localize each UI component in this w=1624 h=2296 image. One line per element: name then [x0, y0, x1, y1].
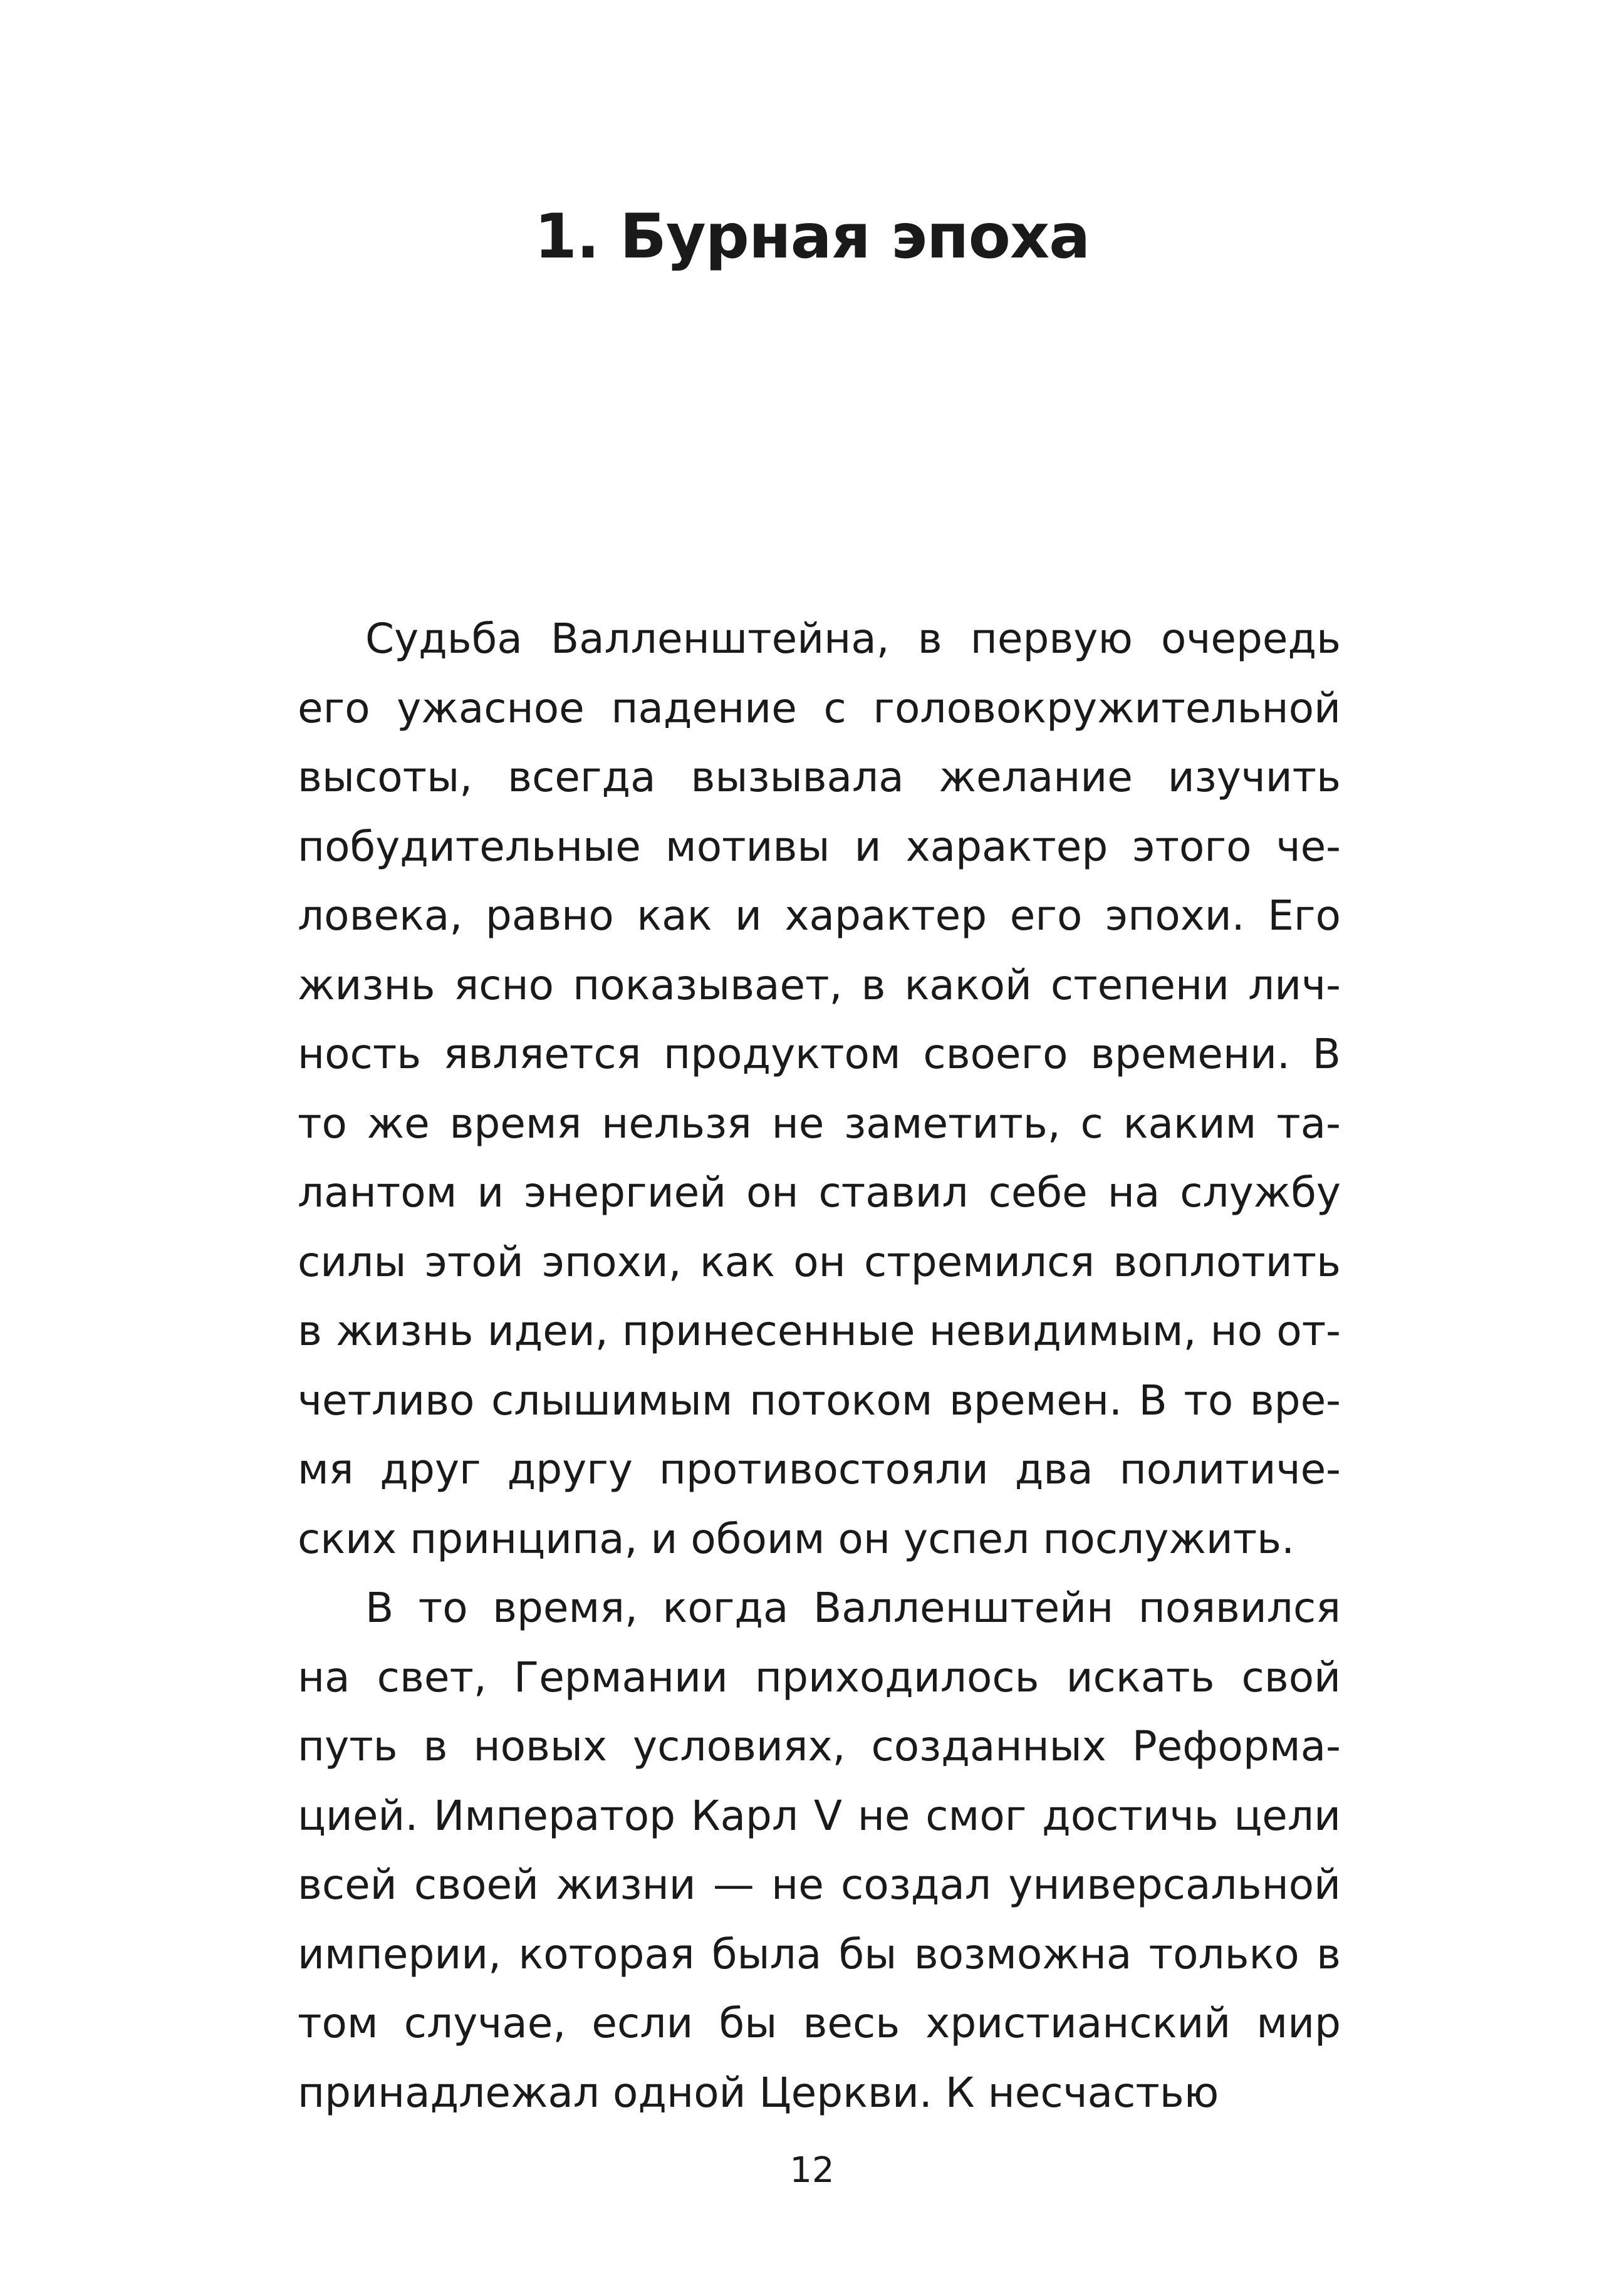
page-number: 12 — [789, 2150, 835, 2191]
paragraph-1: Судьба Валленштейна, в первую очередь его ужасное падение с головокружительной высоты, всегда вызывала желание изучить побудительные мотивы и характер этого человека, равно как и характер его эпохи. Его жизнь ясно показывает, в какой степени личность является продуктом своего времени. В то же время нельзя не заметить, с каким талантом и энергией он ставил себе на службу силы этой эпохи, как он стремился воплотить в жизнь идеи, принесенные невидимым, но отчетливо слышимым потоком времен. В то время друг другу противостояли два политических принципа, и обоим он успел послужить. — [298, 615, 1341, 1563]
body-text — [298, 605, 1341, 2127]
paragraph-2: В то время, когда Валленштейн появился на свет, Германии приходилось искать свой путь в новых условиях, созданных Реформацией. Император Карл V не смог достичь цели всей своей жизни — не создал универсальной империи, которая была бы возможна только в том случае, если бы весь христианский мир принадлежал одной Церкви. К несчастью — [298, 1584, 1341, 2117]
chapter-title: 1. Бурная эпоха — [534, 201, 1090, 273]
